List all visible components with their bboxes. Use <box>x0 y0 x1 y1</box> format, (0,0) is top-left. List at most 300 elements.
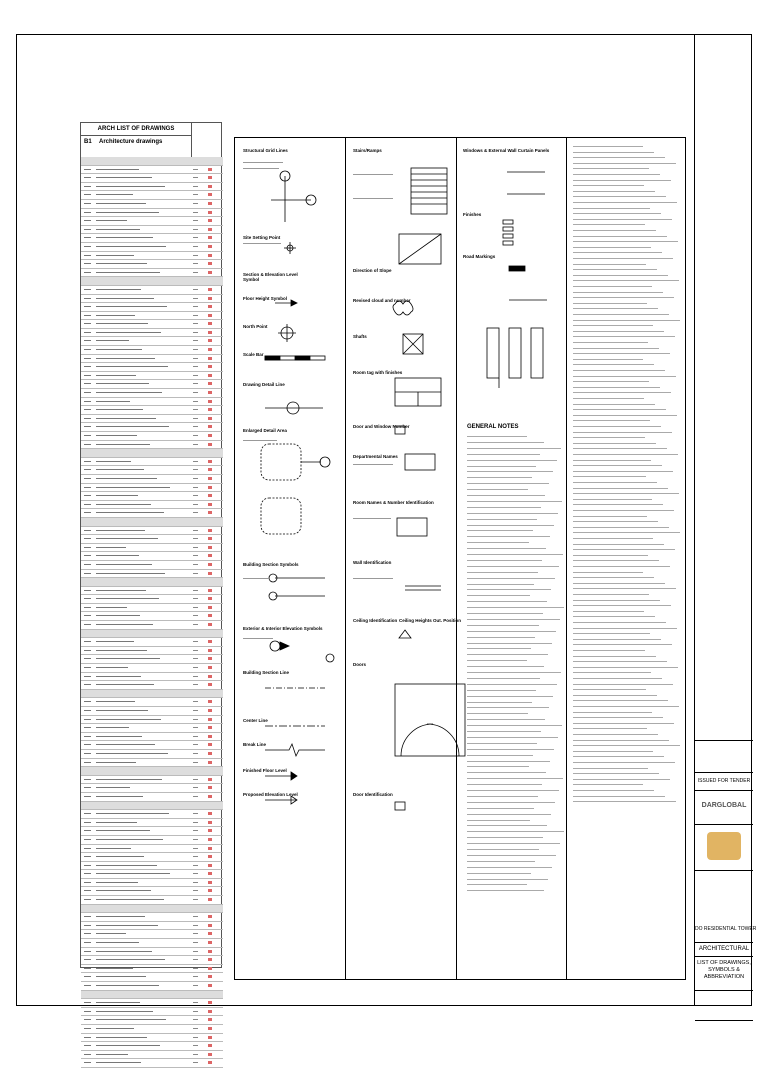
list-cell-mark <box>84 564 91 565</box>
list-row <box>81 724 223 733</box>
list-cell-mark <box>193 1037 198 1038</box>
note-line <box>467 808 534 809</box>
note-line <box>573 616 655 617</box>
note-line <box>467 654 548 655</box>
list-cell-mark <box>208 554 212 557</box>
note-line <box>573 454 678 455</box>
note-line <box>573 185 644 186</box>
list-cell-mark <box>208 339 212 342</box>
list-cell-mark <box>96 1028 134 1029</box>
list-cell-mark <box>193 392 198 393</box>
caption-shafts: Shafts <box>353 334 367 339</box>
note-line <box>573 717 663 718</box>
list-cell-mark <box>208 331 212 334</box>
list-cell-mark <box>208 597 212 600</box>
note-line <box>467 495 545 496</box>
note-line <box>467 820 530 821</box>
note-line <box>573 448 667 449</box>
list-row <box>81 535 223 544</box>
note-line <box>467 825 547 826</box>
list-cell-mark <box>96 667 128 668</box>
list-cell-mark <box>208 700 212 703</box>
note-line <box>573 348 659 349</box>
list-cell-mark <box>84 753 91 754</box>
list-cell-mark <box>193 246 198 247</box>
list-cell-mark <box>193 323 198 324</box>
list-cell-mark <box>193 358 198 359</box>
list-cell-mark <box>96 848 131 849</box>
list-cell-mark <box>208 494 212 497</box>
title-block-divider <box>695 740 753 741</box>
list-cell-mark <box>208 254 212 257</box>
list-cell-mark <box>193 865 198 866</box>
list-cell-mark <box>208 297 212 300</box>
list-cell-mark <box>193 933 198 934</box>
list-row <box>81 776 223 785</box>
list-cell-mark <box>84 667 91 668</box>
list-cell-mark <box>96 1062 141 1063</box>
note-line <box>573 639 661 640</box>
list-row <box>81 1051 223 1060</box>
list-cell-mark <box>193 899 198 900</box>
list-cell-mark <box>208 486 212 489</box>
list-cell-mark <box>193 573 198 574</box>
list-row <box>81 423 223 432</box>
list-cell-mark <box>96 246 166 247</box>
note-line <box>573 241 678 242</box>
list-cell-mark <box>208 958 212 961</box>
list-row <box>81 295 223 304</box>
note-line <box>573 689 646 690</box>
list-cell-mark <box>208 219 212 222</box>
note-line <box>573 152 654 153</box>
list-cell-mark <box>193 332 198 333</box>
list-section-row <box>81 690 223 699</box>
list-cell-mark <box>193 340 198 341</box>
note-line <box>573 370 665 371</box>
list-cell-mark <box>96 469 144 470</box>
note-line <box>467 572 538 573</box>
note-line <box>573 695 657 696</box>
list-row <box>81 612 223 621</box>
list-cell-mark <box>208 924 212 927</box>
list-row <box>81 346 223 355</box>
caption-proposed-elevation-level: Proposed Elevation Level <box>243 792 298 797</box>
note-line <box>573 801 676 802</box>
list-cell-mark <box>84 469 91 470</box>
list-row <box>81 845 223 854</box>
list-row <box>81 862 223 871</box>
note-line <box>573 258 673 259</box>
list-cell-mark <box>84 607 91 608</box>
list-row <box>81 887 223 896</box>
list-row <box>81 337 223 346</box>
note-line <box>467 796 538 797</box>
list-row <box>81 982 223 991</box>
caption-finished-floor-level: Finished Floor Level <box>243 768 287 773</box>
list-cell-mark <box>208 417 212 420</box>
caption-door-identification: Door Identification <box>353 792 393 797</box>
consultant-logo <box>707 832 741 860</box>
title-block-divider <box>695 772 753 773</box>
note-line <box>467 525 554 526</box>
note-line <box>573 588 676 589</box>
note-line <box>573 163 676 164</box>
legend-text-mark <box>243 168 279 169</box>
list-cell-mark <box>208 675 212 678</box>
list-cell-mark <box>84 1028 91 1029</box>
list-cell-mark <box>208 374 212 377</box>
list-row <box>81 836 223 845</box>
list-row <box>81 363 223 372</box>
list-cell-mark <box>193 873 198 874</box>
list-cell-mark <box>96 298 154 299</box>
list-row <box>81 733 223 742</box>
list-row <box>81 913 223 922</box>
list-cell-mark <box>193 495 198 496</box>
list-cell-mark <box>84 658 91 659</box>
list-cell-mark <box>84 796 91 797</box>
list-cell-mark <box>84 392 91 393</box>
list-row <box>81 922 223 931</box>
list-cell-mark <box>84 976 91 977</box>
list-cell-mark <box>193 263 198 264</box>
list-row <box>81 174 223 183</box>
list-cell-mark <box>208 761 212 764</box>
list-cell-mark <box>208 425 212 428</box>
list-cell-mark <box>84 813 91 814</box>
list-cell-mark <box>96 555 139 556</box>
list-cell-mark <box>96 830 150 831</box>
list-cell-mark <box>193 822 198 823</box>
list-cell-mark <box>96 401 130 402</box>
note-line <box>573 768 648 769</box>
list-cell-mark <box>96 598 159 599</box>
list-row <box>81 260 223 269</box>
note-line <box>467 554 563 555</box>
list-cell-mark <box>84 1019 91 1020</box>
list-cell-mark <box>84 598 91 599</box>
list-cell-mark <box>84 822 91 823</box>
list-cell-mark <box>96 229 140 230</box>
note-line <box>467 702 532 703</box>
list-cell-mark <box>193 1028 198 1029</box>
note-line <box>573 202 677 203</box>
list-cell-mark <box>208 812 212 815</box>
list-cell-mark <box>193 942 198 943</box>
list-cell-mark <box>96 272 160 273</box>
note-line <box>573 577 654 578</box>
list-cell-mark <box>193 349 198 350</box>
note-line <box>573 180 671 181</box>
list-cell-mark <box>208 838 212 841</box>
list-cell-mark <box>84 383 91 384</box>
note-line <box>573 661 667 662</box>
list-cell-mark <box>208 743 212 746</box>
list-section-row <box>81 991 223 1000</box>
list-row <box>81 561 223 570</box>
list-row <box>81 570 223 579</box>
list-cell-mark <box>84 1062 91 1063</box>
list-cell-mark <box>208 400 212 403</box>
note-line <box>573 409 666 410</box>
list-cell-mark <box>208 984 212 987</box>
note-line <box>467 648 531 649</box>
note-line <box>573 174 660 175</box>
list-row <box>81 827 223 836</box>
note-line <box>467 519 537 520</box>
list-cell-mark <box>193 925 198 926</box>
note-line <box>467 719 545 720</box>
note-line <box>573 168 649 169</box>
list-cell-mark <box>96 719 161 720</box>
list-cell-mark <box>96 916 145 917</box>
list-cell-mark <box>84 512 91 513</box>
list-cell-mark <box>208 726 212 729</box>
note-line <box>467 713 528 714</box>
note-line <box>573 230 656 231</box>
list-cell-mark <box>96 796 143 797</box>
list-cell-mark <box>96 710 148 711</box>
caption-wall-identification: Wall Identification <box>353 560 392 565</box>
list-cell-mark <box>208 872 212 875</box>
list-cell-mark <box>193 882 198 883</box>
list-cell-mark <box>96 461 131 462</box>
list-cell-mark <box>208 821 212 824</box>
list-cell-mark <box>84 590 91 591</box>
note-line <box>467 477 532 478</box>
list-cell-mark <box>96 899 164 900</box>
list-cell-mark <box>96 323 148 324</box>
legend-text-mark <box>353 464 393 465</box>
list-cell-mark <box>84 641 91 642</box>
list-cell-mark <box>84 435 91 436</box>
list-cell-mark <box>208 778 212 781</box>
note-line <box>573 196 666 197</box>
note-line <box>573 325 653 326</box>
list-cell-mark <box>208 168 212 171</box>
note-line <box>573 499 652 500</box>
list-row <box>81 621 223 630</box>
list-cell-mark <box>84 340 91 341</box>
note-line <box>573 773 659 774</box>
list-row <box>81 956 223 965</box>
list-cell-mark <box>96 383 149 384</box>
note-line <box>467 861 535 862</box>
list-row <box>81 759 223 768</box>
list-row <box>81 243 223 252</box>
list-cell-mark <box>96 822 137 823</box>
caption-enlarged-detail-area: Enlarged Detail Area <box>243 428 287 433</box>
list-cell-mark <box>193 229 198 230</box>
list-cell-mark <box>96 564 152 565</box>
list-cell-mark <box>193 813 198 814</box>
list-cell-mark <box>84 306 91 307</box>
list-cell-mark <box>96 890 151 891</box>
note-line <box>573 521 658 522</box>
note-line <box>573 762 675 763</box>
caption-exterior-interior-elevation: Exterior & Interior Elevation Symbols <box>243 626 323 631</box>
list-cell-mark <box>193 641 198 642</box>
list-section-row <box>81 578 223 587</box>
legend-text-mark <box>243 578 269 579</box>
list-cell-mark <box>96 968 133 969</box>
list-cell-mark <box>96 340 129 341</box>
list-cell-mark <box>84 289 91 290</box>
note-line <box>467 837 543 838</box>
note-line <box>573 264 646 265</box>
list-cell-mark <box>193 512 198 513</box>
list-cell-mark <box>84 478 91 479</box>
note-line <box>467 460 557 461</box>
list-cell-mark <box>208 382 212 385</box>
caption-ceiling-heights: Ceiling Heights Out. Position <box>399 618 462 623</box>
caption-building-section: Building Section Symbols <box>243 562 299 567</box>
list-cell-mark <box>84 246 91 247</box>
list-row <box>81 527 223 536</box>
list-cell-mark <box>208 245 212 248</box>
note-line <box>573 398 644 399</box>
list-cell-mark <box>208 975 212 978</box>
note-line <box>573 678 662 679</box>
note-line <box>467 589 551 590</box>
caption-departmental-names: Departmental Names <box>353 454 398 459</box>
list-cell-mark <box>84 401 91 402</box>
note-line <box>467 454 540 455</box>
list-cell-mark <box>208 606 212 609</box>
list-cell-mark <box>84 504 91 505</box>
list-row <box>81 466 223 475</box>
list-cell-mark <box>193 985 198 986</box>
note-line <box>467 761 550 762</box>
list-row <box>81 501 223 510</box>
list-cell-mark <box>84 916 91 917</box>
caption-finishes: Finishes <box>463 212 482 217</box>
list-cell-mark <box>193 547 198 548</box>
note-line <box>467 790 559 791</box>
list-cell-mark <box>84 684 91 685</box>
note-line <box>467 849 539 850</box>
title-block-divider <box>695 824 753 825</box>
list-row <box>81 492 223 501</box>
list-section-row <box>81 905 223 914</box>
note-line <box>573 465 662 466</box>
drawing-list-title: ARCH LIST OF DRAWINGS <box>81 123 191 136</box>
title-block-divider <box>695 956 753 957</box>
list-row <box>81 810 223 819</box>
list-cell-mark <box>96 186 165 187</box>
list-cell-mark <box>96 641 134 642</box>
list-cell-mark <box>208 408 212 411</box>
note-line <box>573 684 673 685</box>
list-cell-mark <box>208 889 212 892</box>
note-line <box>467 466 536 467</box>
list-row <box>81 209 223 218</box>
note-line <box>467 643 552 644</box>
list-row <box>81 475 223 484</box>
list-cell-mark <box>96 813 169 814</box>
list-cell-mark <box>193 186 198 187</box>
list-section-row <box>81 630 223 639</box>
sheet-title: LIST OF DRAWINGS, SYMBOLS & ABBREVIATION <box>697 960 751 980</box>
list-cell-mark <box>84 779 91 780</box>
note-line <box>573 426 661 427</box>
list-row <box>81 552 223 561</box>
list-row <box>81 896 223 905</box>
note-line <box>573 415 677 416</box>
list-cell-mark <box>208 915 212 918</box>
note-line <box>573 213 661 214</box>
caption-room-tag: Room tag with finishes <box>353 370 403 375</box>
list-cell-mark <box>96 220 127 221</box>
note-line <box>573 700 668 701</box>
list-cell-mark <box>208 1053 212 1056</box>
list-cell-mark <box>208 683 212 686</box>
note-line <box>573 600 660 601</box>
list-cell-mark <box>96 1037 147 1038</box>
discipline: ARCHITECTURAL <box>698 946 750 952</box>
list-cell-mark <box>84 865 91 866</box>
note-line <box>467 542 529 543</box>
list-cell-mark <box>96 366 168 367</box>
list-cell-mark <box>208 193 212 196</box>
list-cell-mark <box>84 444 91 445</box>
list-cell-mark <box>84 710 91 711</box>
list-cell-mark <box>96 444 150 445</box>
note-line <box>573 644 672 645</box>
list-row <box>81 217 223 226</box>
list-cell-mark <box>193 255 198 256</box>
project-name: DO RESIDENTIAL TOWER <box>695 926 757 932</box>
list-cell-mark <box>193 375 198 376</box>
list-cell-mark <box>96 538 158 539</box>
list-cell-mark <box>193 530 198 531</box>
title-block <box>694 34 757 1006</box>
list-cell-mark <box>193 658 198 659</box>
list-row <box>81 604 223 613</box>
list-row <box>81 312 223 321</box>
list-section-row <box>81 277 223 286</box>
list-cell-mark <box>193 1054 198 1055</box>
list-cell-mark <box>96 985 159 986</box>
note-line <box>467 619 560 620</box>
caption-doors: Doors <box>353 662 367 667</box>
list-cell-mark <box>84 719 91 720</box>
list-cell-mark <box>193 779 198 780</box>
legend-text-mark <box>243 440 277 441</box>
list-cell-mark <box>96 882 138 883</box>
list-row <box>81 166 223 175</box>
legend-text-mark <box>353 518 391 519</box>
list-row <box>81 819 223 828</box>
list-cell-mark <box>84 203 91 204</box>
list-cell-mark <box>96 736 142 737</box>
list-row <box>81 234 223 243</box>
caption-site-setting-point: Site Setting Point <box>243 235 281 240</box>
list-row <box>81 999 223 1008</box>
list-cell-mark <box>96 624 153 625</box>
list-cell-mark <box>208 735 212 738</box>
note-line <box>573 504 663 505</box>
list-cell-mark <box>84 237 91 238</box>
list-cell-mark <box>84 1037 91 1038</box>
list-cell-mark <box>193 444 198 445</box>
list-cell-mark <box>96 289 141 290</box>
list-cell-mark <box>96 504 151 505</box>
legend-text-mark <box>353 578 393 579</box>
list-cell-mark <box>84 530 91 531</box>
note-line <box>573 297 674 298</box>
